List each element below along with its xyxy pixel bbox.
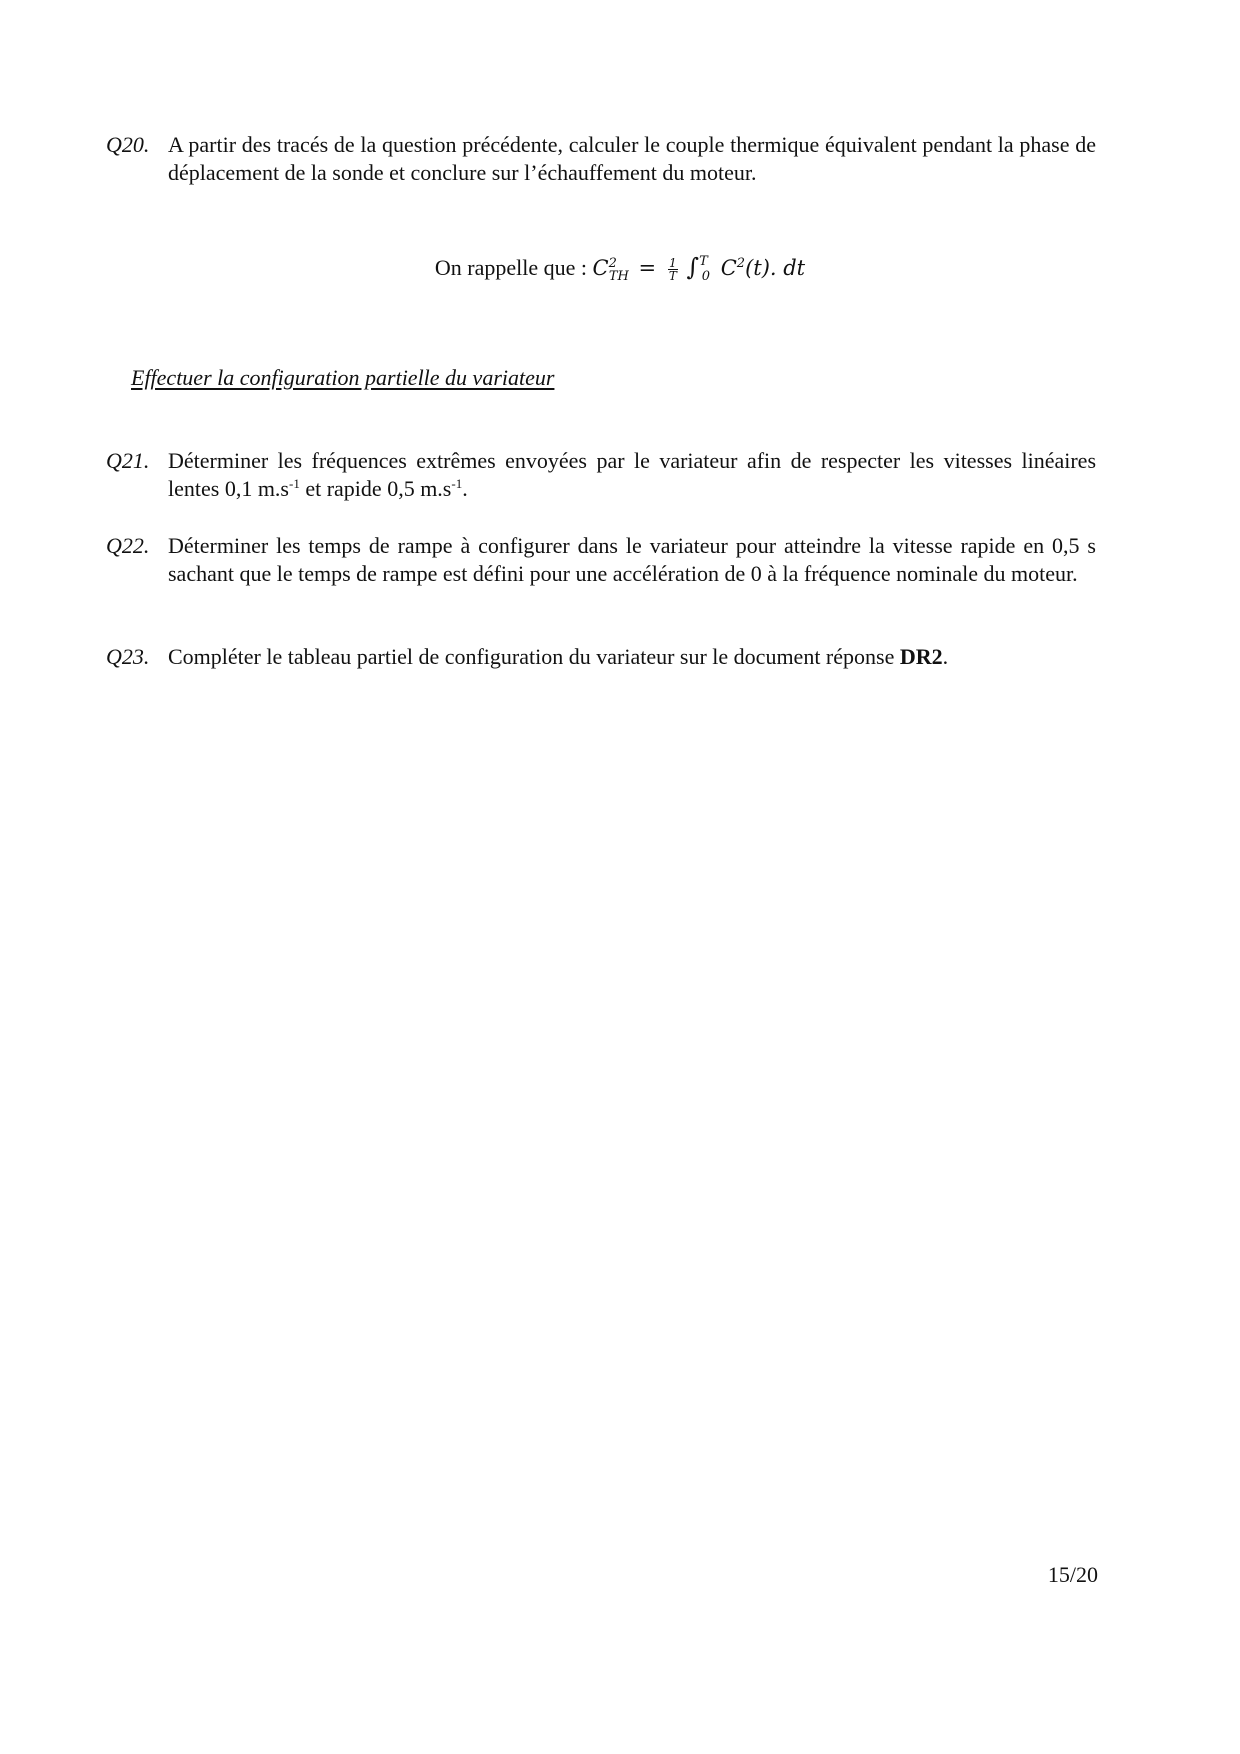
thermal-torque-formula — [592, 253, 806, 285]
q21-text-part2: et rapide 0,5 m.s — [299, 476, 452, 501]
q23-end: . — [942, 644, 949, 669]
integrand-rest: (t). dt — [745, 256, 806, 280]
question-text — [168, 447, 1096, 503]
question-text: Déterminer les temps de rampe à configurer dans le variateur pour atteindre la vitesse rapide en 0,5 s sachant que le temps de rampe est défini pour une accélération de 0 à la fréquence nominale du moteur. — [168, 533, 1096, 586]
question-q20 — [106, 131, 1096, 187]
formula-equals: = — [638, 256, 657, 280]
integrand-sup: 2 — [736, 256, 746, 271]
section-title: Effectuer la configuration partielle du variateur — [131, 365, 555, 390]
document-reference: DR2 — [899, 644, 943, 669]
question-q21 — [106, 447, 1096, 503]
fraction-denominator: T — [668, 269, 677, 283]
q21-text-part3: . — [462, 476, 468, 501]
question-number: Q23. — [106, 644, 150, 669]
formula-lhs-sub: TH — [608, 269, 629, 285]
recall-label: On rappelle que : — [434, 255, 587, 280]
q23-text: Compléter le tableau partiel de configuration du variateur sur le document réponse — [168, 644, 900, 669]
question-number: Q21. — [106, 448, 150, 473]
formula-lhs: C — [592, 256, 609, 280]
q21-exponent-2: -1 — [451, 476, 463, 491]
formula-fraction — [668, 257, 678, 282]
question-number: Q22. — [106, 533, 150, 558]
question-text — [168, 643, 1096, 671]
formula-recall — [0, 246, 1240, 293]
integral-upper-bound: T — [699, 254, 708, 269]
formula-lhs-sup: 2 — [608, 256, 617, 271]
question-number: Q20. — [106, 132, 150, 157]
question-q23 — [106, 643, 1096, 671]
page-number: 15/20 — [1047, 1562, 1098, 1587]
fraction-numerator: 1 — [669, 256, 677, 270]
integral-lower-bound: 0 — [701, 269, 711, 285]
q21-exponent-1: -1 — [289, 476, 300, 491]
integral-sign: ∫ — [686, 253, 700, 281]
q21-text-part1: Déterminer les fréquences extrêmes envoyées par le variateur afin de respecter les vitesses linéaires lentes 0,1 m.s — [168, 448, 1096, 501]
integrand: C — [720, 256, 737, 280]
question-text: A partir des tracés de la question précédente, calculer le couple thermique équivalent pendant la phase de déplacement de la sonde et conclure sur l’échauffement du moteur. — [168, 132, 1096, 185]
question-q22 — [106, 532, 1096, 588]
